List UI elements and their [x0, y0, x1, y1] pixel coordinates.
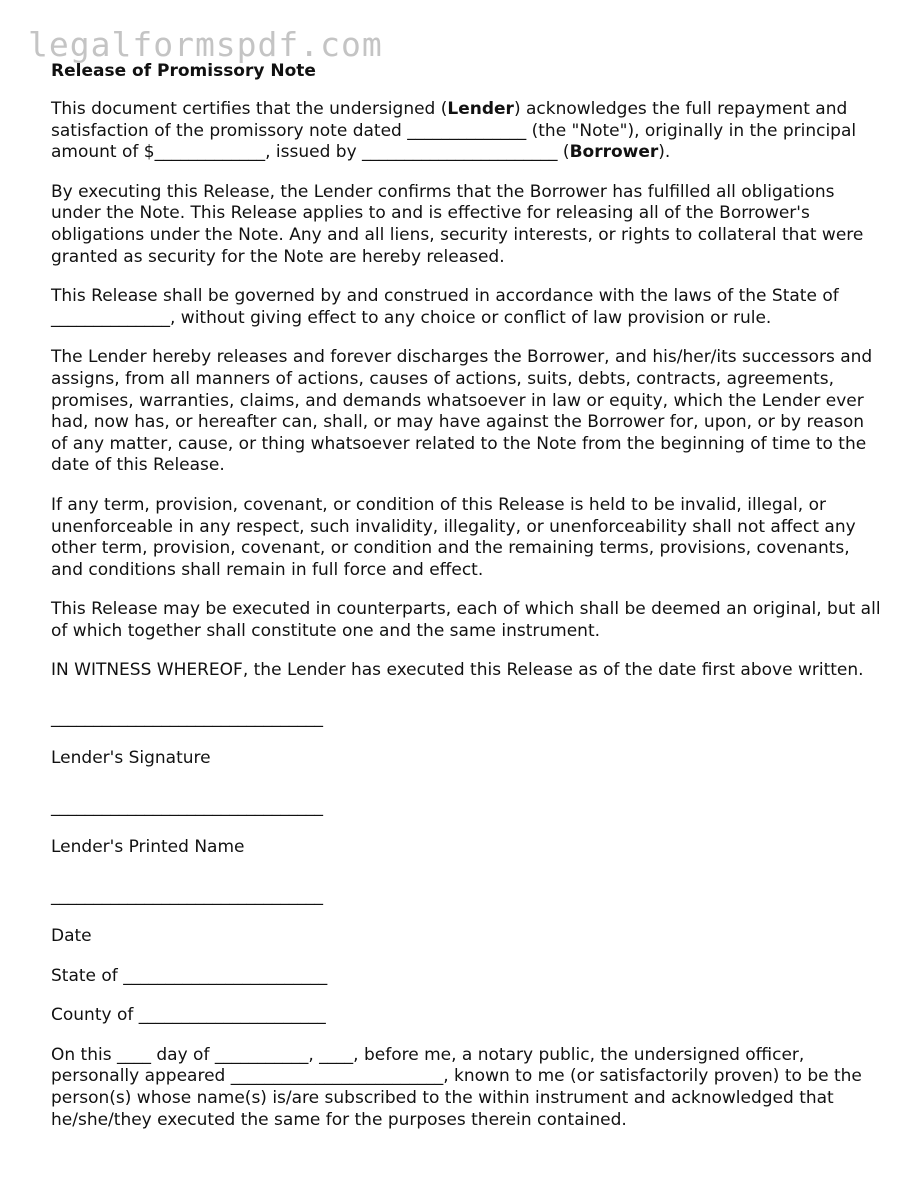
state-of-field: State of ________________________ [51, 965, 328, 986]
paragraph-severability: If any term, provision, covenant, or condition of this Release is held to be invalid, illegal, or unenforceable in any respect, such invalidity, illegality, or unenforceability shall not affect any other term, provision, covenant, or condition and the remaining terms, provisions, covenants, and conditions shall remain in full force and effect. [51, 494, 856, 580]
date-line: ________________________________ [51, 886, 323, 907]
lender-printed-name-label: Lender's Printed Name [51, 836, 245, 857]
county-of-field: County of ______________________ [51, 1005, 326, 1026]
lender-printed-name-line: ________________________________ [51, 797, 323, 818]
paragraph-certification [51, 99, 881, 164]
signature-block [51, 708, 881, 1027]
notary-acknowledgment: On this ____ day of ___________, ____, before me, a notary public, the undersigned officer, personally appeared _________________________, known to me (or satisfactorily proven) to be the person(s) whose name(s) is/are subscribed to the within instrument and acknowledged that he/she/they executed the same for the purposes therein contained. [51, 1044, 862, 1130]
document-title: Release of Promissory Note [51, 61, 316, 81]
paragraph-execution: By executing this Release, the Lender confirms that the Borrower has fulfilled all obligations under the Note. This Release applies to and is effective for releasing all of the Borrower's obligations under the Note. Any and all liens, security interests, or rights to collateral that were granted as security for the Note are hereby released. [51, 181, 864, 267]
p1-text-a: This document certifies that the undersigned ( [51, 99, 448, 119]
watermark: legalformspdf.com [28, 25, 383, 64]
p1-text-c: ). [658, 142, 671, 163]
paragraph-governing-law: This Release shall be governed by and construed in accordance with the laws of the State of ______________, without giving effect to any choice or conflict of law provision or rule. [51, 286, 839, 328]
document-body [51, 61, 881, 1149]
date-label: Date [51, 926, 92, 947]
lender-term: Lender [447, 99, 514, 119]
lender-signature-line: ________________________________ [51, 708, 323, 729]
paragraph-discharge: The Lender hereby releases and forever discharges the Borrower, and his/her/its successors and assigns, from all manners of actions, causes of actions, suits, debts, contracts, agreements, promises, warranties, claims, and demands whatsoever in law or equity, which the Lender ever had, now has, or hereafter can, shall, or may have against the Borrower for, upon, or by reason of any matter, cause, or thing whatsoever related to the Note from the beginning of time to the date of this Release. [51, 347, 873, 476]
lender-signature-label: Lender's Signature [51, 747, 211, 768]
borrower-term: Borrower [569, 142, 659, 163]
p1-text-b: ) acknowledges the full repayment and satisfaction of the promissory note dated ______________ (the "Note"), originally in the principal amount of $_____________, issued by _______________________ ( [51, 99, 857, 163]
paragraph-counterparts: This Release may be executed in counterparts, each of which shall be deemed an original, but all of which together shall constitute one and the same instrument. [51, 599, 881, 641]
paragraph-witness: IN WITNESS WHEREOF, the Lender has executed this Release as of the date first above written. [51, 660, 864, 681]
